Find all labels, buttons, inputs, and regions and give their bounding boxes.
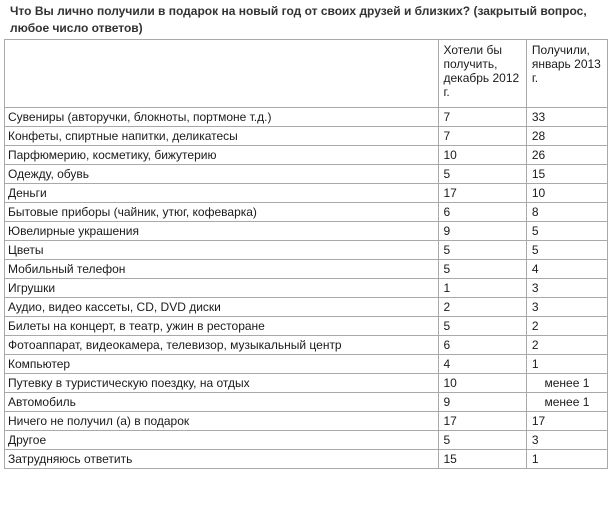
- row-wanted-value: 1: [438, 279, 526, 298]
- table-row: [5, 450, 608, 469]
- table-row: [5, 317, 608, 336]
- row-wanted-value: 9: [438, 393, 526, 412]
- table-row: [5, 222, 608, 241]
- column-header-wanted: Хотели бы получить, декабрь 2012 г.: [438, 40, 526, 108]
- row-received-value: 8: [526, 203, 607, 222]
- header-empty-cell: [5, 40, 439, 108]
- table-row: [5, 108, 608, 127]
- row-received-value: 2: [526, 336, 607, 355]
- table-row: [5, 298, 608, 317]
- row-received-value: менее 1: [526, 374, 607, 393]
- table-title: Что Вы лично получили в подарок на новый год от своих друзей и близких? (закрытый вопрос, любое число ответов): [10, 4, 587, 35]
- row-label: Цветы: [5, 241, 439, 260]
- row-received-value: 10: [526, 184, 607, 203]
- row-received-value: 33: [526, 108, 607, 127]
- row-wanted-value: 6: [438, 203, 526, 222]
- table-row: [5, 412, 608, 431]
- row-label: Игрушки: [5, 279, 439, 298]
- row-label: Ничего не получил (а) в подарок: [5, 412, 439, 431]
- row-label: Бытовые приборы (чайник, утюг, кофеварка): [5, 203, 439, 222]
- row-label: Мобильный телефон: [5, 260, 439, 279]
- row-label: Сувениры (авторучки, блокноты, портмоне т.д.): [5, 108, 439, 127]
- table-row: [5, 279, 608, 298]
- row-label: Аудио, видео кассеты, CD, DVD диски: [5, 298, 439, 317]
- row-received-value: 1: [526, 355, 607, 374]
- row-label: Фотоаппарат, видеокамера, телевизор, музыкальный центр: [5, 336, 439, 355]
- row-wanted-value: 5: [438, 317, 526, 336]
- row-label: Конфеты, спиртные напитки, деликатесы: [5, 127, 439, 146]
- row-received-value: менее 1: [526, 393, 607, 412]
- row-label: Деньги: [5, 184, 439, 203]
- row-wanted-value: 17: [438, 184, 526, 203]
- row-received-value: 1: [526, 450, 607, 469]
- row-label: Одежду, обувь: [5, 165, 439, 184]
- row-label: Путевку в туристическую поездку, на отдых: [5, 374, 439, 393]
- table-row: [5, 260, 608, 279]
- row-wanted-value: 5: [438, 241, 526, 260]
- column-header-received: Получили, январь 2013 г.: [526, 40, 607, 108]
- row-wanted-value: 17: [438, 412, 526, 431]
- row-wanted-value: 2: [438, 298, 526, 317]
- row-wanted-value: 7: [438, 108, 526, 127]
- row-label: Автомобиль: [5, 393, 439, 412]
- table-row: [5, 165, 608, 184]
- row-wanted-value: 9: [438, 222, 526, 241]
- row-wanted-value: 6: [438, 336, 526, 355]
- table-row: [5, 393, 608, 412]
- row-label: Билеты на концерт, в театр, ужин в ресторане: [5, 317, 439, 336]
- row-wanted-value: 10: [438, 374, 526, 393]
- row-wanted-value: 5: [438, 431, 526, 450]
- row-received-value: 15: [526, 165, 607, 184]
- row-label: Другое: [5, 431, 439, 450]
- row-received-value: 3: [526, 431, 607, 450]
- row-received-value: 26: [526, 146, 607, 165]
- table-row: [5, 241, 608, 260]
- table-row: [5, 374, 608, 393]
- row-received-value: 17: [526, 412, 607, 431]
- row-wanted-value: 5: [438, 260, 526, 279]
- table-row: [5, 184, 608, 203]
- row-label: Парфюмерию, косметику, бижутерию: [5, 146, 439, 165]
- row-label: Компьютер: [5, 355, 439, 374]
- row-received-value: 5: [526, 222, 607, 241]
- row-wanted-value: 10: [438, 146, 526, 165]
- table-row: [5, 431, 608, 450]
- row-received-value: 5: [526, 241, 607, 260]
- row-wanted-value: 5: [438, 165, 526, 184]
- row-wanted-value: 15: [438, 450, 526, 469]
- row-received-value: 28: [526, 127, 607, 146]
- table-row: [5, 127, 608, 146]
- row-wanted-value: 4: [438, 355, 526, 374]
- row-received-value: 3: [526, 298, 607, 317]
- table-header-row: [5, 40, 608, 108]
- survey-table: [4, 39, 608, 469]
- row-received-value: 4: [526, 260, 607, 279]
- row-received-value: 3: [526, 279, 607, 298]
- table-row: [5, 355, 608, 374]
- table-row: [5, 336, 608, 355]
- row-label: Ювелирные украшения: [5, 222, 439, 241]
- table-row: [5, 146, 608, 165]
- row-received-value: 2: [526, 317, 607, 336]
- table-row: [5, 203, 608, 222]
- row-wanted-value: 7: [438, 127, 526, 146]
- row-label: Затрудняюсь ответить: [5, 450, 439, 469]
